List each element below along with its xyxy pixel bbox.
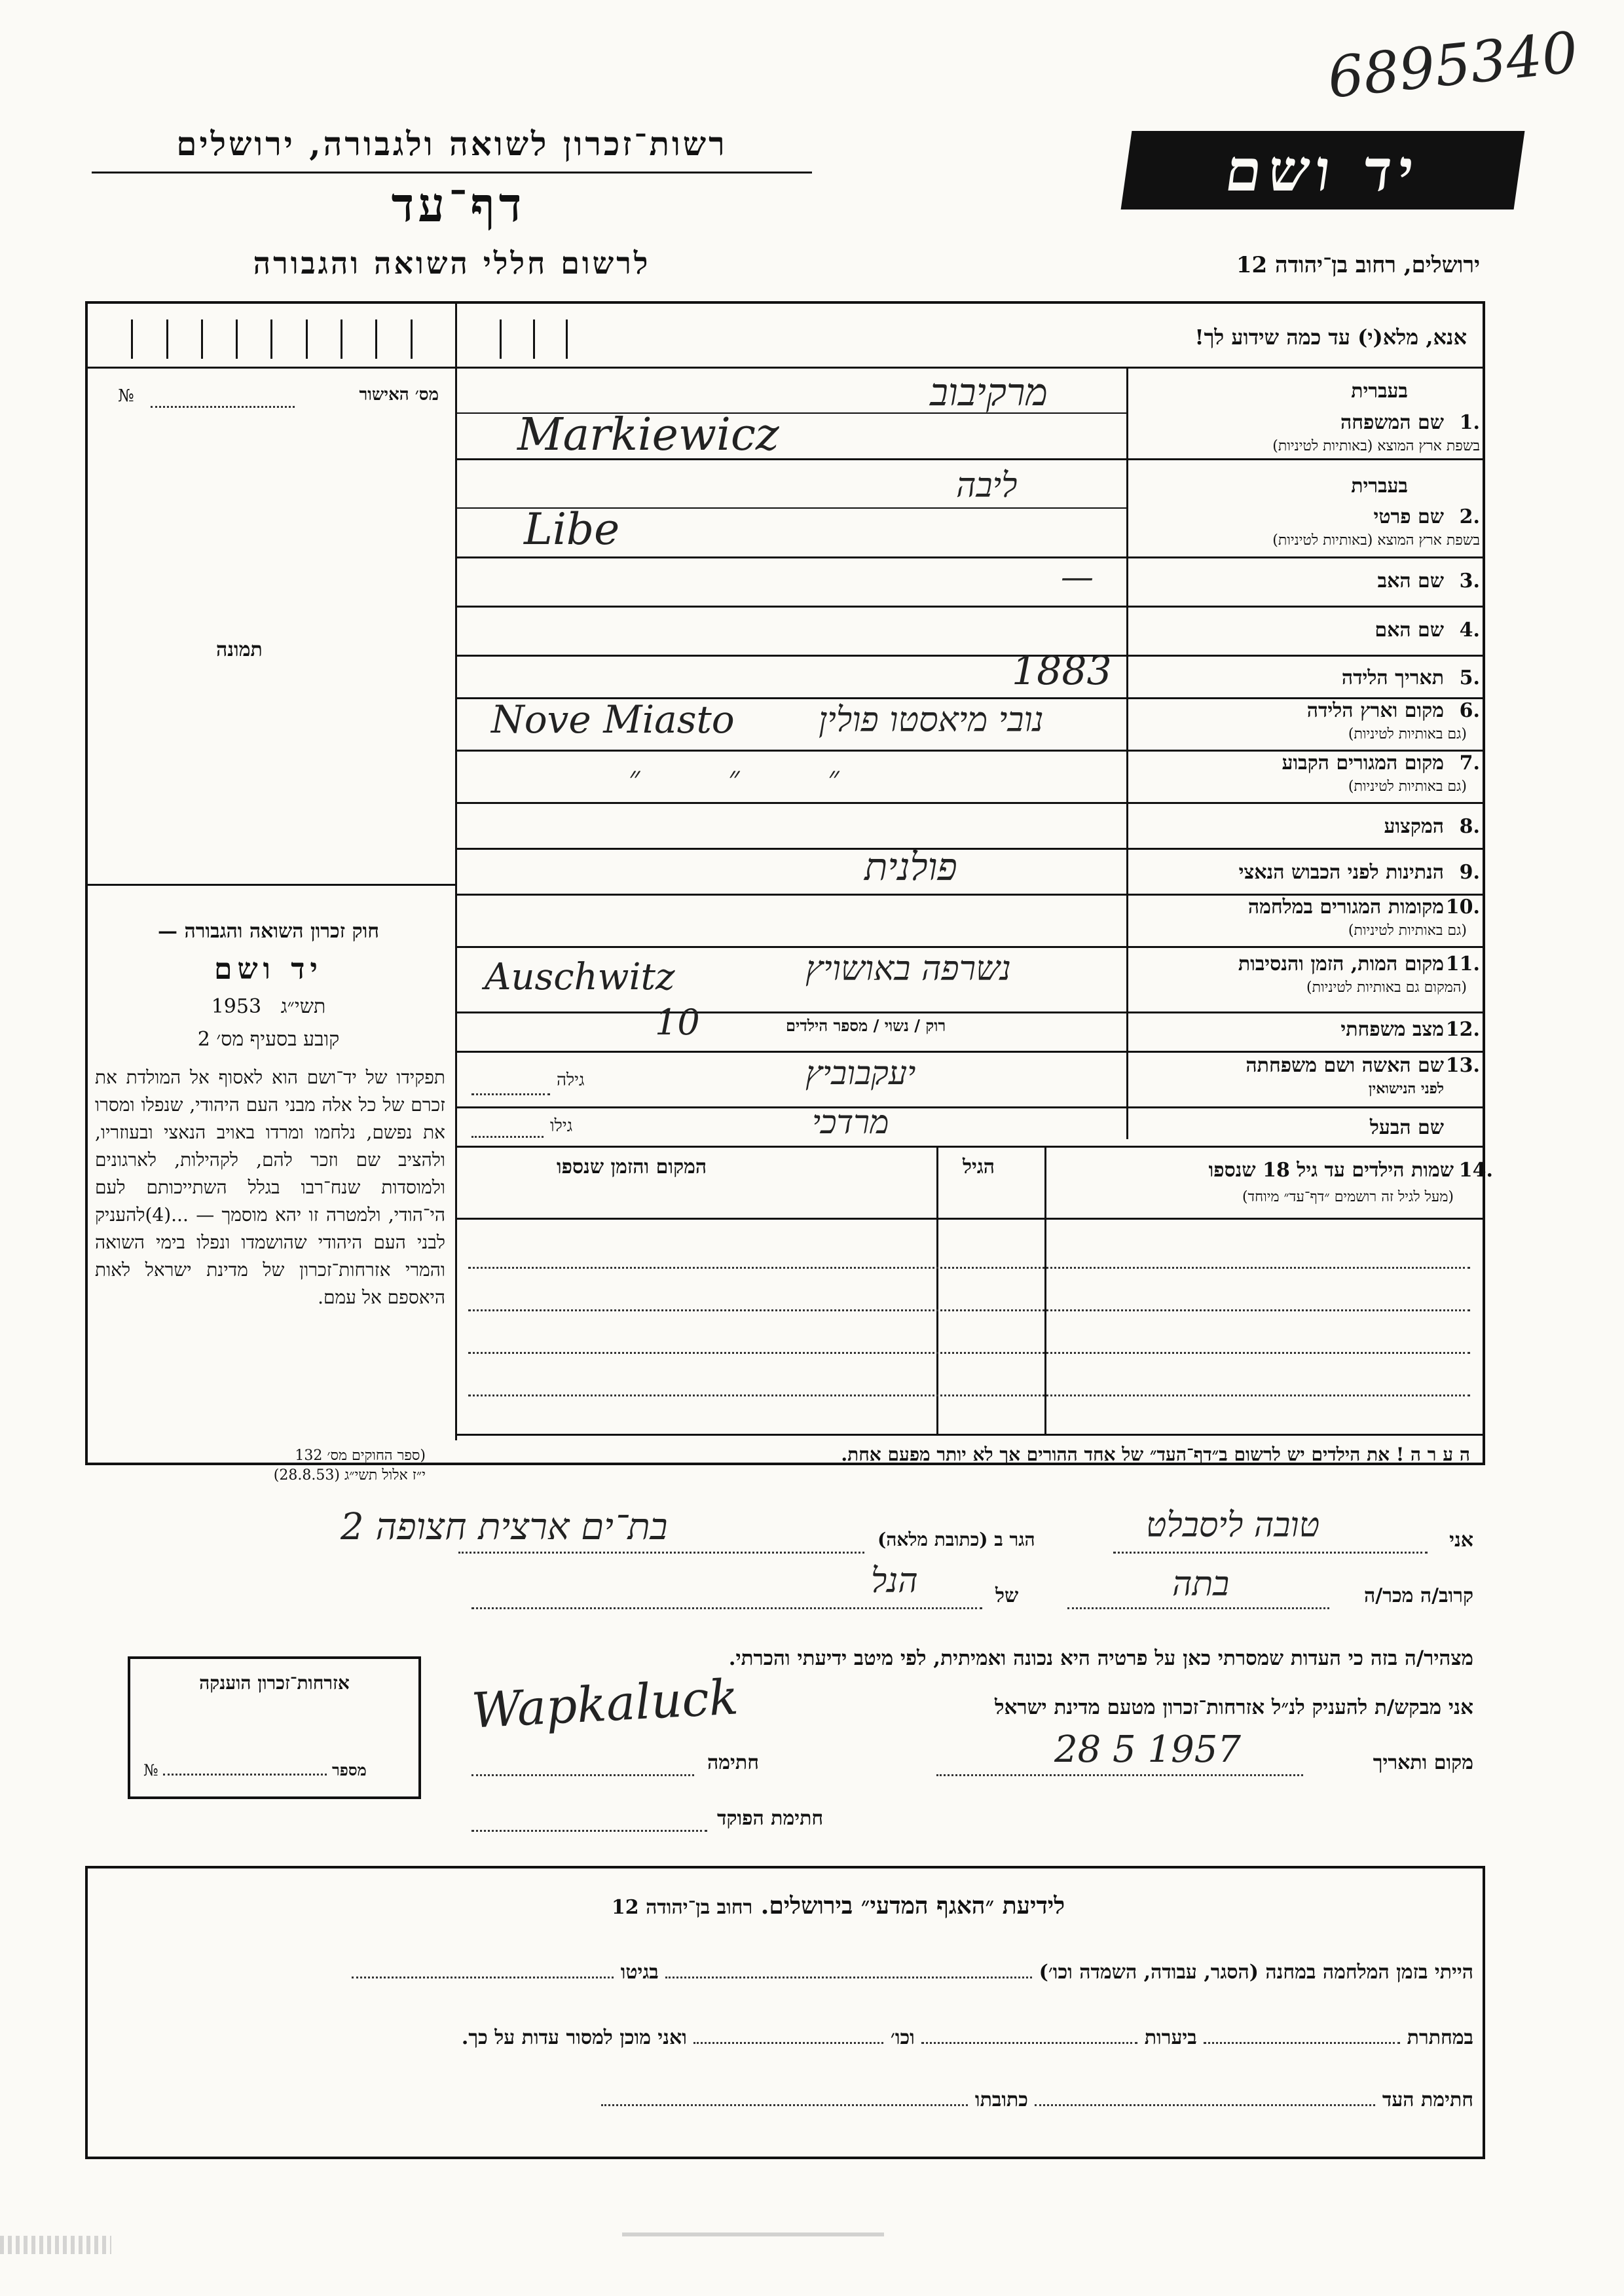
declaration-text: מצהיר/ה בזה כי העדות שמסרתי כאן על פרטיה היא נכונה ואמיתית, לפי מיטב ידיעתי והכרתי. <box>728 1647 1473 1670</box>
field-1-sub: בשפת ארץ המוצא (באותיות לטיניות) <box>1272 438 1480 454</box>
footer-title: לידיעת ״האגף המדעי״ בירושלים. <box>760 1892 1065 1920</box>
children-row-line <box>468 1309 1470 1311</box>
field-4-number: 4. <box>1459 619 1480 642</box>
signature-line <box>471 1774 694 1776</box>
children-label: שמות הילדים עד גיל 18 שנספו <box>1208 1159 1454 1182</box>
field-7-sub: (גם באותיות לטיניות) <box>1348 778 1467 795</box>
children-col-age: הגיל <box>963 1156 995 1178</box>
field-3-number: 3. <box>1459 570 1480 592</box>
row-line <box>455 655 1483 657</box>
field-10-label: מקומות המגורים במלחמה <box>1247 896 1444 919</box>
field-1-number: 1. <box>1459 411 1480 434</box>
field-7-number: 7. <box>1459 752 1480 774</box>
field-11-number: 11. <box>1445 953 1480 975</box>
witness-ani: אני <box>1449 1529 1473 1552</box>
field-7-label: מקום המגורים הקבוע <box>1282 752 1444 774</box>
field-13-number: 13. <box>1445 1054 1480 1077</box>
field-8-number: 8. <box>1459 815 1480 838</box>
field-6-hw-heb: נובי מיאסטו פולין <box>819 701 1044 740</box>
relation-hw: בתה <box>1172 1565 1230 1604</box>
field-2-label: שם פרטי <box>1373 505 1444 528</box>
field-2-hebrew-tag: בעברית <box>1351 475 1408 498</box>
row-line <box>455 1146 1483 1148</box>
citizenship-box-title: אזרחות־זכרון הוענקה <box>199 1672 350 1694</box>
footer-witness-signature-label: חתימת העד <box>1382 2088 1473 2111</box>
witness-address-line <box>458 1552 864 1554</box>
field-3-label: שם האב <box>1377 570 1444 592</box>
row-line <box>455 1106 1483 1108</box>
field-2-hw-lat: Libe <box>524 504 620 555</box>
field-12-number: 12. <box>1445 1018 1480 1041</box>
official-line <box>471 1830 707 1832</box>
footer-forests-label: ביערות <box>1144 2026 1197 2049</box>
field-13-label: שם האשה ושם משפחתה <box>1246 1054 1444 1077</box>
field-6-number: 6. <box>1459 699 1480 722</box>
law-body: תפקידו של יד־ושם הוא לאסוף אל המולדת את זכרם של כל אלה מבני העם היהודי, שנפלו ומסרו את נפשם, נלחמו ומרדו באויב הנאצי ובעוזריו, ולהציב שם וזכר להם, לקהילות, לארגונים ולמוסדות שנח־רבו בגלל השתייכותם לעם הי־הודי, ולמטרה זו יהא מוסמך — ...(4)להעניק לבני העם היהודי שהושמדו ונפלו בימי השואה והמרי אזרחות־זכרון של מדינת ישראל לאות היאספם אל עמם. <box>95 1066 445 1308</box>
field-11-label: מקום המות, הזמן והנסיבות <box>1238 953 1444 975</box>
digit-boxes-right <box>468 319 599 359</box>
relation-label: קרוב/ה מכר/ה <box>1364 1584 1473 1607</box>
field-1-hw-heb: מרקיבוב <box>930 370 1048 414</box>
law-top-line <box>85 884 455 886</box>
approval-no: № <box>118 386 134 406</box>
place-date-line <box>936 1774 1303 1776</box>
law-clause: קובע בסעיף מס׳ 2 <box>197 1028 340 1051</box>
footer-camp-types: (הסגר, עבודה, השמדה וכו׳) <box>1039 1961 1259 1984</box>
field-10-number: 10. <box>1445 896 1480 919</box>
footer-witness-address-label: כתובתו <box>974 2088 1028 2111</box>
relation-line <box>1067 1607 1329 1609</box>
field-6-hw-lat: Nove Miasto <box>491 697 735 742</box>
yad-vashem-logo <box>1121 131 1525 210</box>
header-address: ירושלים, רחוב בן־יהודה 12 <box>1236 252 1480 278</box>
row-line <box>455 802 1483 804</box>
footer-line-2 <box>164 2026 1473 2049</box>
footer-camp-label: הייתי בזמן המלחמה במחנה <box>1265 1961 1473 1984</box>
authority-underline <box>92 172 812 173</box>
field-2-hw-heb: ליבה <box>956 466 1018 505</box>
children-col-divider <box>1044 1146 1046 1434</box>
children-row-line <box>468 1352 1470 1354</box>
footer-line-3 <box>164 2088 1473 2111</box>
law-title: חוק זכרון השואה והגבורה — <box>158 920 379 943</box>
law-year: 1953 <box>211 995 262 1018</box>
field-2-sub: בשפת ארץ המוצא (באותיות לטיניות) <box>1272 532 1480 549</box>
left-column-divider <box>455 301 457 1440</box>
row-line <box>455 606 1483 608</box>
field-12-sub: רוק / נשוי / מספר הילדים <box>786 1016 946 1035</box>
law-source-date: י״ז אלול תשי״ג (28.8.53) <box>273 1467 426 1484</box>
logo-text: יד ושם <box>1221 136 1425 204</box>
husband-age-line <box>471 1136 544 1138</box>
footer-address: רחוב בן־יהודה 12 <box>611 1896 753 1919</box>
field-12-hw: 10 <box>655 1002 700 1043</box>
field-10-sub: (גם באותיות לטיניות) <box>1348 922 1467 939</box>
note-top-line <box>455 1434 1483 1436</box>
husband-hw: מרדכי <box>812 1103 889 1141</box>
form-subtitle: לרשום חללי השואה והגבורה <box>253 246 651 281</box>
field-7-hw: ״ ״ ״ <box>629 759 879 795</box>
row-line <box>455 848 1483 850</box>
footer-title-row <box>478 1892 1198 1920</box>
signature-hw: Wapkaluck <box>470 1669 740 1740</box>
field-9-number: 9. <box>1459 861 1480 884</box>
row-line <box>455 1011 1483 1013</box>
of-line <box>471 1607 982 1609</box>
field-9-hw: פולנית <box>864 845 957 889</box>
row-line <box>455 1051 1483 1053</box>
witness-hw-address: בת־ים ארצית חצופה 2 <box>341 1506 668 1548</box>
instruction-text: אנא, מלא(י) עד כמה שידוע לך! <box>1194 325 1467 350</box>
law-year-heb: תשי״ג <box>280 995 326 1018</box>
place-date-hw: 28 5 1957 <box>1054 1728 1242 1771</box>
row-line <box>455 556 1483 558</box>
footer-underground-label: במחתרת <box>1407 2026 1473 2049</box>
law-year-row <box>92 995 445 1018</box>
children-col-divider <box>936 1146 938 1434</box>
field-11-hw-lat: Auschwitz <box>485 956 675 998</box>
of-hw: הנל <box>871 1561 918 1601</box>
field-2-number: 2. <box>1459 505 1480 528</box>
form-title: דף־עד <box>391 177 526 232</box>
citizenship-box <box>128 1656 421 1799</box>
field-1-label: שם המשפחה <box>1340 411 1444 434</box>
witness-resident-label: הגר ב (כתובת מלאה) <box>877 1529 1035 1550</box>
children-col-place: המקום והזמן שנספו <box>557 1156 707 1178</box>
field-5-label: תאריך הלידה <box>1341 666 1444 689</box>
row-line <box>455 946 1483 948</box>
law-name: יד ושם <box>214 953 323 986</box>
field-6-sub: (גם באותיות לטיניות) <box>1348 726 1467 742</box>
field-1-hebrew-tag: בעברית <box>1351 380 1408 403</box>
footer-ready-text: ואני מוכן למסור עדות על כך. <box>461 2026 687 2049</box>
field-11-hw-heb: נשרפה באושויץ <box>805 949 1011 989</box>
field-1-hw-lat: Markiewicz <box>517 409 779 461</box>
official-label: חתימת הפוקד <box>717 1807 824 1830</box>
scan-mark <box>622 2232 884 2236</box>
of-label: של <box>995 1584 1019 1607</box>
citizenship-number-label: מספר <box>332 1760 367 1779</box>
witness-name-line <box>1113 1552 1428 1554</box>
field-11-sub: (המקום גם באותיות לטיניות) <box>1306 979 1467 996</box>
authority-line: רשות־זכרון לשואה ולגבורה, ירושלים <box>176 124 728 163</box>
label-column-divider <box>1126 367 1128 1139</box>
children-header-line <box>455 1218 1483 1220</box>
approval-line <box>151 406 295 408</box>
husband-extra: גילו <box>550 1116 573 1136</box>
top-row-line <box>85 367 1483 369</box>
request-text: אני מבקש/ת להעניק לנ״ל אזרחות־זכרון מטעם מדינת ישראל <box>994 1696 1473 1719</box>
footer-line-1 <box>164 1961 1473 1984</box>
signature-label: חתימה <box>707 1751 759 1774</box>
corner-number: 6895340 <box>1324 20 1581 111</box>
footer-ghetto-label: בגיטו <box>620 1961 659 1984</box>
digit-boxes <box>98 319 445 359</box>
scan-mark <box>0 2236 111 2254</box>
law-source: (ספר החוקים מס׳ 132 <box>295 1448 426 1464</box>
field-6-label: מקום וארץ הלידה <box>1306 699 1444 722</box>
children-sub: (מעל לגיל זה רושמים ״דף־עד״ מיוחד) <box>1242 1189 1454 1205</box>
field-12-label: מצב משפחתי <box>1340 1018 1444 1041</box>
witness-hw-name: טובה ליסבלט <box>1146 1506 1320 1545</box>
photo-label: תמונה <box>216 638 263 661</box>
field-13-age-line <box>471 1093 550 1095</box>
field-13-extra: גילה <box>557 1070 585 1090</box>
field-3-hw: — <box>1061 558 1094 596</box>
field-9-label: הנתינות לפני הכבוש הנאצי <box>1238 861 1444 884</box>
children-row-line <box>468 1394 1470 1396</box>
field-4-label: שם האם <box>1375 619 1444 642</box>
approval-label: מס׳ האישור <box>359 385 439 405</box>
children-number: 14. <box>1458 1159 1493 1182</box>
field-5-number: 5. <box>1459 666 1480 689</box>
children-row-line <box>468 1267 1470 1269</box>
field-8-label: המקצוע <box>1384 815 1444 838</box>
footer-etc-label: וכו׳ <box>890 2026 915 2049</box>
citizenship-no: № <box>143 1761 158 1779</box>
note-text: ה ע ר ה ! את הילדים יש לרשום ב״דף־העד״ של אחד ההורים אך לא יותר מפעם אחת. <box>841 1444 1470 1465</box>
field-13-hw: יעקבוביץ <box>805 1054 916 1092</box>
husband-label: שם הבעל <box>1369 1116 1444 1139</box>
place-date-label: מקום ותאריך <box>1373 1751 1473 1774</box>
field-5-hw: 1883 <box>1012 648 1112 694</box>
field-13-sub: לפני הנישואין <box>1368 1080 1444 1097</box>
